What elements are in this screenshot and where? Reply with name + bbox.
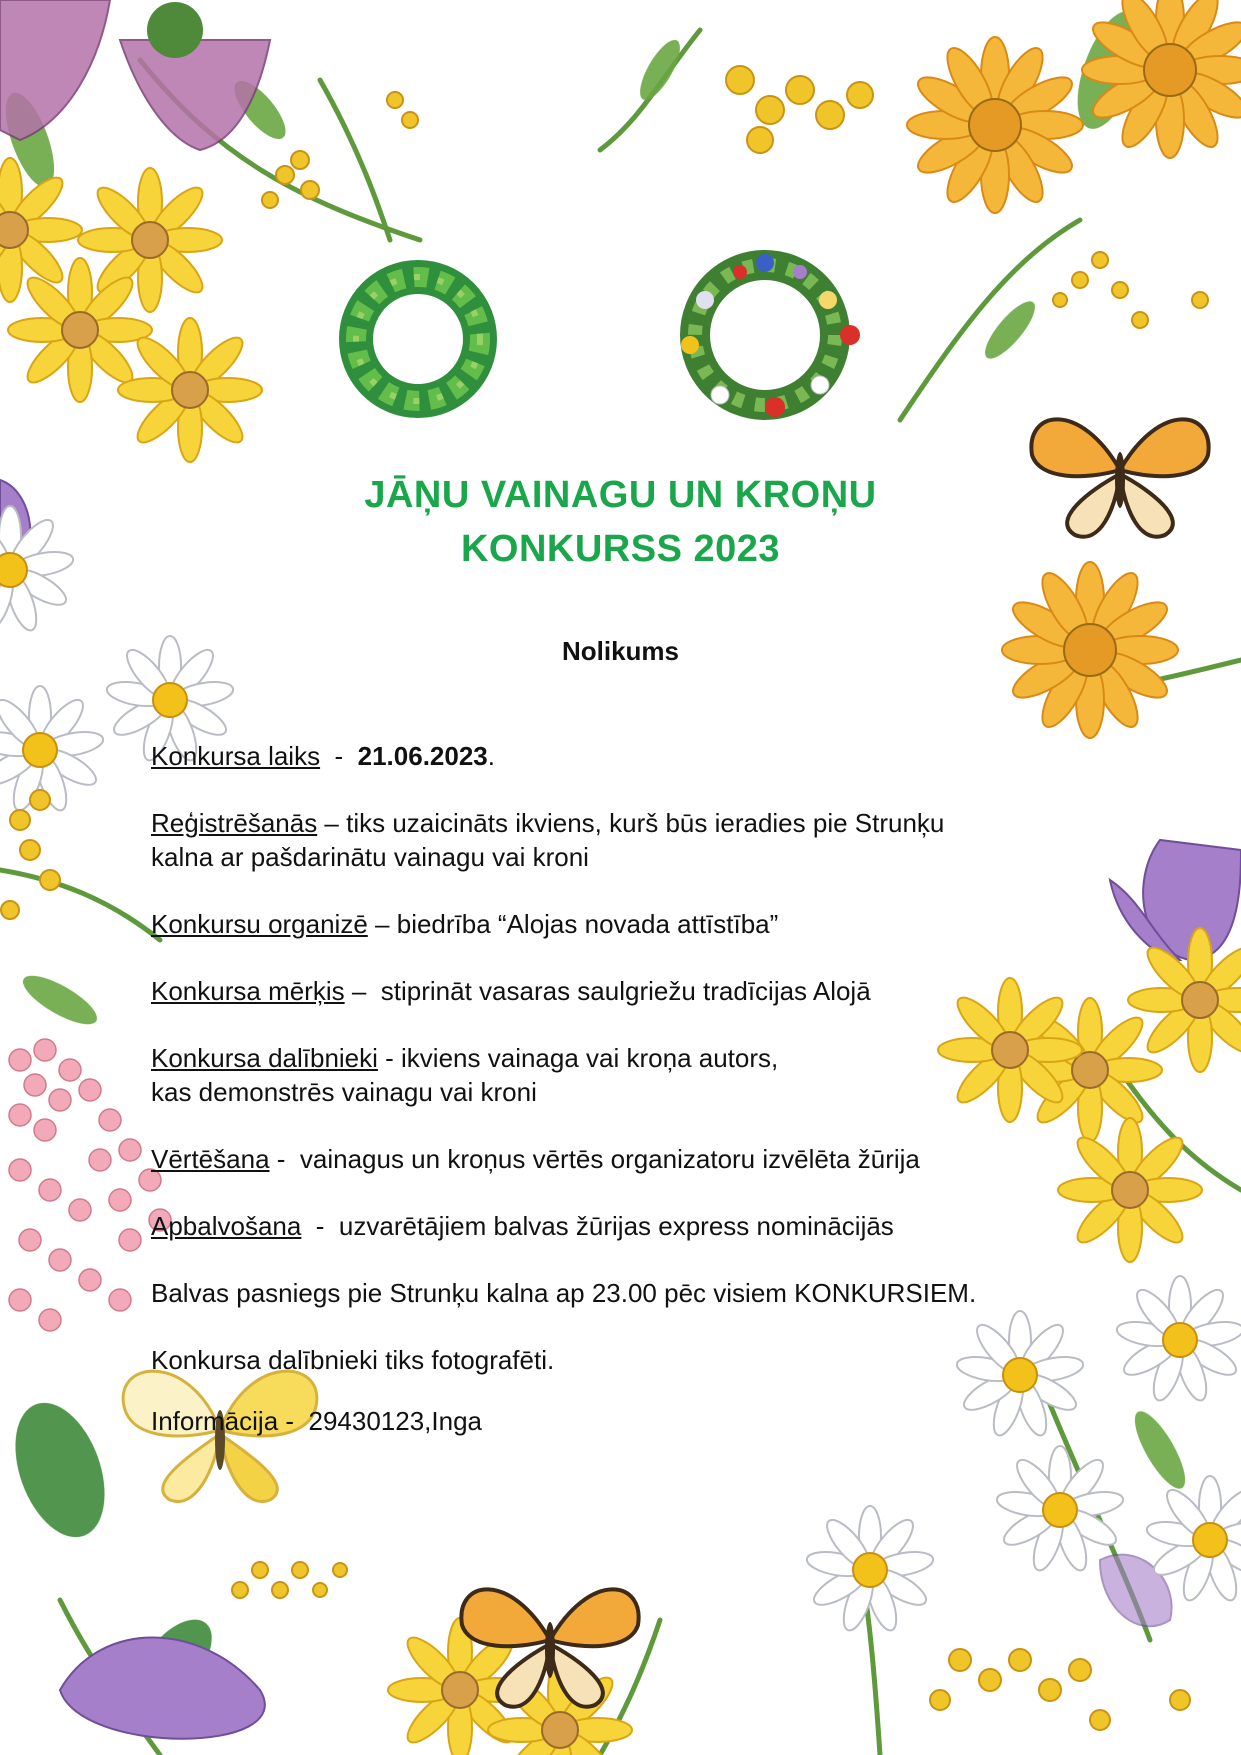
green-wreath-icon — [356, 277, 480, 401]
participants-paragraph — [151, 1041, 1111, 1109]
separator: - — [377, 1043, 402, 1073]
awards-label: Apbalvošana — [151, 1211, 302, 1241]
separator: - — [269, 1144, 300, 1174]
awards-text: uzvarētājiem balvas žūrijas express nominācijās — [338, 1211, 894, 1241]
photography-paragraph: Konkursa dalībnieki tiks fotografēti. — [151, 1345, 555, 1375]
page-subtitle: Nolikums — [561, 636, 680, 666]
separator: - — [301, 1211, 339, 1241]
contact-info-paragraph: Informācija - 29430123,Inga — [151, 1406, 482, 1436]
prize-ceremony-paragraph: Balvas pasniegs pie Strunķu kalna ap 23.00 pēc visiem KONKURSIEM. — [151, 1278, 977, 1308]
participants-label: Konkursa dalībnieki — [151, 1043, 378, 1073]
goal-text: stiprināt vasaras saulgriežu tradīcijas Alojā — [380, 976, 871, 1006]
page-title-line-1: JĀŅU VAINAGU UN KROŅU — [364, 474, 877, 516]
separator: . — [487, 741, 496, 771]
page-title-line-2: KONKURSS 2023 — [460, 528, 781, 570]
participants-text: ikviens vainaga vai kroņa autors, — [401, 1043, 779, 1073]
organizer-text: biedrība “Alojas novada attīstība” — [396, 909, 779, 939]
registration-text-2: kalna ar pašdarinātu vainagu vai kroni — [151, 842, 589, 872]
registration-text: tiks uzaicināts ikviens, kurš būs ieradies pie Strunķu — [346, 808, 945, 838]
separator: - — [320, 741, 358, 771]
participants-text-2: kas demonstrēs vainagu vai kroni — [151, 1077, 537, 1107]
contest-time-label: Konkursa laiks — [151, 741, 321, 771]
flower-wreath-icon — [681, 254, 860, 417]
registration-paragraph — [151, 806, 1111, 874]
separator: – — [317, 808, 347, 838]
separator: – — [344, 976, 381, 1006]
contest-date: 21.06.2023 — [357, 741, 488, 771]
organizer-label: Konkursu organizē — [151, 909, 368, 939]
evaluation-paragraph — [151, 1142, 1111, 1176]
goal-label: Konkursa mērķis — [151, 976, 345, 1006]
registration-label: Reģistrēšanās — [151, 808, 318, 838]
evaluation-label: Vērtēšana — [151, 1144, 270, 1174]
separator: – — [367, 909, 397, 939]
evaluation-text: vainagus un kroņus vērtēs organizatoru izvēlēta žūrija — [299, 1144, 920, 1174]
organizer-paragraph — [151, 907, 1111, 941]
contest-time-paragraph — [151, 739, 1111, 773]
awards-paragraph — [151, 1209, 1111, 1243]
goal-paragraph — [151, 974, 1111, 1008]
